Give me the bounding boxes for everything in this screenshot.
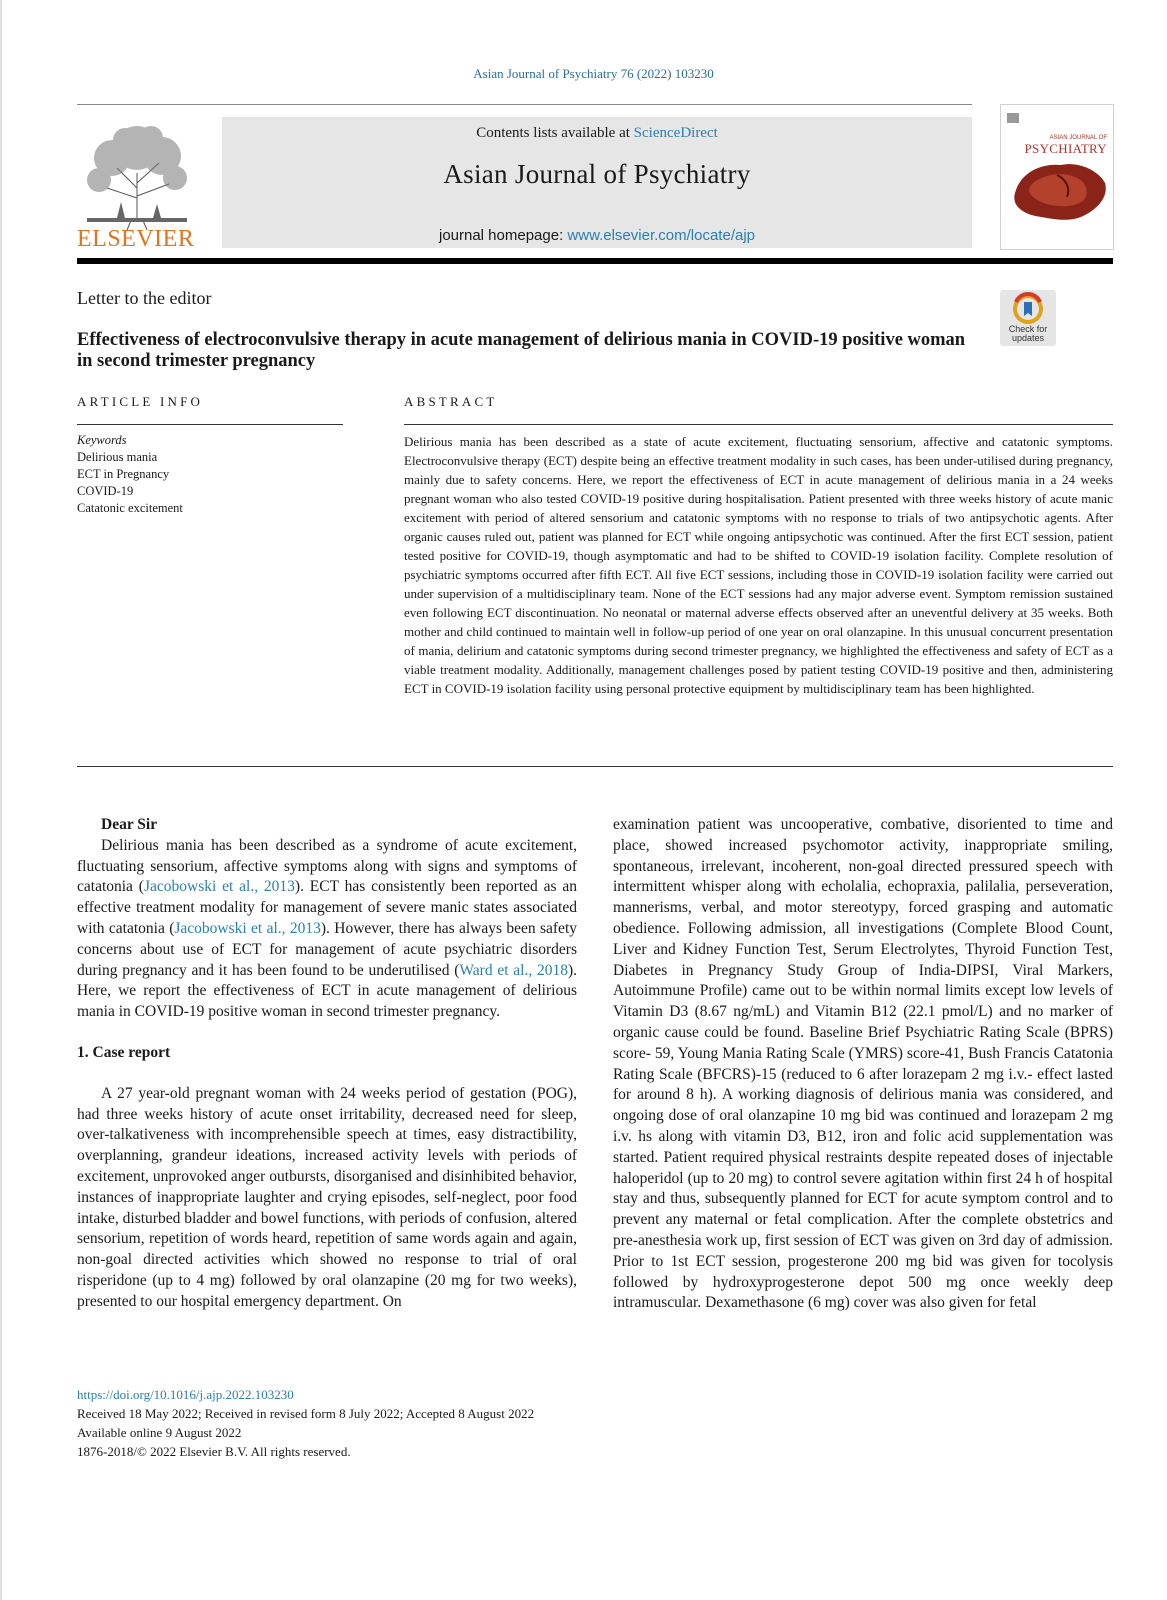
intro-paragraph — [77, 836, 577, 1023]
received-dates: Received 18 May 2022; Received in revised form 8 July 2022; Accepted 8 August 2022 — [77, 1406, 535, 1421]
intro-text: ). Here, we report the effectiveness of ECT in acute management of delirious mania in COVID-19 positive woman in second trimester pregnancy. — [77, 961, 577, 1021]
cover-art — [1001, 105, 1113, 249]
intro-text: Delirious mania has been described as a syndrome of acute excitement, fluctuating sensorium, affective symptoms along with signs and symptoms of catatonia ( — [77, 836, 577, 896]
article-title: Effectiveness of electroconvulsive therapy in acute management of delirious mania in COVID-19 positive woman in second trimester pregnancy — [77, 330, 966, 371]
section-title: 1. Case report — [77, 1043, 171, 1061]
sciencedirect-link[interactable]: ScienceDirect — [633, 125, 718, 141]
header-thick-rule — [77, 258, 1113, 264]
copyright: 1876-2018/© 2022 Elsevier B.V. All rights reserved. — [77, 1444, 351, 1459]
page-edge — [0, 0, 2, 1600]
citation-link[interactable]: Ward et al., 2018 — [459, 961, 568, 979]
elsevier-wordmark: ELSEVIER — [77, 226, 195, 252]
keywords-block — [77, 432, 337, 517]
intro-text: ). ECT has consistently been reported as an effective treatment modality for management of severe manic states associated with catatonia ( — [77, 878, 577, 937]
check-updates-icon — [1000, 292, 1056, 328]
body-right-column — [613, 815, 1113, 1314]
intro-text: ). However, there has always been safety concerns about use of ECT for management of acute psychiatric disorders during pregnancy and it has been found to be underutilised ( — [77, 919, 577, 979]
keyword-item: Catatonic excitement — [77, 501, 183, 515]
contents-prefix: Contents lists available at — [476, 125, 630, 141]
abstract-rule — [404, 424, 1113, 425]
case-paragraph-continued: examination patient was uncooperative, combative, disoriented to time and place, showed increased psychomotor activity, inappropriate smiling, spontaneous, irrelevant, incoherent, non-goal directed pressured speech with intermittent whisper along with echolalia, echopraxia, palilalia, perseveration, mannerisms, verbal, and motor stereotypy, forced grasping and automatic obedience. Following admission, all investigations (Complete Blood Count, Liver and Kidney Function Test, Serum Electrolytes, Thyroid Function Test, Diabetes in Pregnancy Study Group of India-DIPSI, Viral Markers, Autoimmune Profile) came out to be within normal limits except low levels of Vitamin D3 (8.67 ng/mL) and Vitamin B12 (22.1 pmol/L) and no marker of organic cause could be found. Baseline Brief Psychiatric Rating Scale (BPRS) score- 59, Young Mania Rating Scale (YMRS) score-41, Bush Francis Catatonia Rating Scale (BFCRS)-15 (reduced to 6 after lorazepam 2 mg i.v.- effect lasted for around 8 h). A working diagnosis of delirious mania was considered, and ongoing dose of oral olanzapine 10 mg bid was continued and lorazepam 2 mg i.v. hs along with vitamin D3, B12, iron and folic acid supplementation was started. Patient required physical restraints despite repeated doses of injectable haloperidol (up to 20 mg) to control severe agitation within first 24 h of hospital stay and thus, subsequently planned for ECT for acute symptom control and to prevent any maternal or fetal complication. After the complete obstetrics and pre-anesthesia work up, first session of ECT was given on 3rd day of admission. Prior to 1st ECT session, progesterone 200 mg bid was given for tocolysis followed by hydroxyprogesterone depot 500 mg once weekly deep intramuscular. Dexamethasone (6 mg) cover was also given for fetal — [613, 816, 1113, 1312]
keyword-item: ECT in Pregnancy — [77, 467, 170, 481]
keyword-item: Delirious mania — [77, 450, 158, 464]
article-type: Letter to the editor — [77, 288, 212, 308]
check-updates-label: Check for updates — [1008, 324, 1048, 343]
body-left-column — [77, 815, 577, 1313]
keyword-item: COVID-19 — [77, 484, 134, 498]
citation-link[interactable]: Jacobowski et al., 2013 — [174, 919, 321, 937]
journal-cover[interactable] — [1000, 104, 1114, 250]
salutation: Dear Sir — [101, 816, 158, 833]
header-rule — [77, 104, 972, 105]
homepage-prefix: journal homepage: — [438, 227, 564, 244]
doi-link[interactable]: https://doi.org/10.1016/j.ajp.2022.103230 — [77, 1387, 294, 1402]
cover-title-small: ASIAN JOURNAL OF — [1049, 135, 1107, 141]
abstract-end-rule — [77, 766, 1113, 767]
abstract-heading: ABSTRACT — [404, 394, 498, 409]
citation-link[interactable]: Jacobowski et al., 2013 — [143, 878, 295, 896]
contents-line — [222, 125, 972, 142]
check-for-updates-badge[interactable] — [1000, 290, 1056, 346]
journal-citation[interactable]: Asian Journal of Psychiatry 76 (2022) 103230 — [473, 66, 714, 81]
keywords-label: Keywords — [77, 433, 127, 447]
journal-banner — [222, 117, 972, 248]
article-info-heading: ARTICLE INFO — [77, 394, 204, 409]
journal-name: Asian Journal of Psychiatry — [443, 159, 751, 189]
available-online: Available online 9 August 2022 — [77, 1425, 242, 1440]
abstract-text: Delirious mania has been described as a state of acute excitement, fluctuating sensorium, affective and catatonic symptoms. Electroconvulsive therapy (ECT) despite being an effective treatment modality in such cases, has been under-utilised during pregnancy, mainly due to safety concerns. Here, we report the effectiveness of ECT in acute management of delirious mania in a 24 weeks pregnant woman who also tested COVID-19 positive during hospitalisation. Patient presented with three weeks history of acute manic excitement with period of altered sensorium and catatonic symptoms with no response to trials of two antipsychotic agents. After organic causes ruled out, patient was planned for ECT while ongoing antipsychotic was continued. After the first ECT session, patient tested positive for COVID-19, though asymptomatic and had to be shifted to COVID-19 isolation facility. Complete resolution of psychiatric symptoms occurred after fifth ECT. All five ECT sessions, including those in COVID-19 isolation facility were carried out under supervision of a multidisciplinary team. None of the ECT sessions had any major adverse event. Symptom remission sustained even following ECT discontinuation. No neonatal or maternal adverse effects observed after an uneventful delivery at 35 weeks. Both mother and child continued to maintain well in follow-up period of one year on oral olanzapine. In this unusual concurrent presentation of mania, delirium and catatonic symptoms during second trimester pregnancy, we highlighted the effectiveness and safety of ECT as a viable treatment modality. Additionally, management challenges posed by patient testing COVID-19 positive and then, administering ECT in COVID-19 isolation facility using personal protective equipment by multidisciplinary team has been highlighted. — [404, 434, 1113, 696]
article-info-rule — [77, 424, 343, 425]
case-paragraph: A 27 year-old pregnant woman with 24 weeks period of gestation (POG), had three weeks history of acute onset irritability, decreased need for sleep, over-talkativeness with incomprehensible speech at times, easy distractibility, overplanning, grandeur ideations, increased activity levels with periods of excitement, unprovoked anger outbursts, disorganised and disinhibited behavior, instances of inappropriate laughter and crying episodes, self-neglect, poor food intake, disturbed bladder and bowel functions, with periods of confusion, altered sensorium, repetition of words heard, repetition of same words again and again, non-goal directed activities which showed no response to trial of oral risperidone (up to 4 mg) followed by oral olanzapine (20 mg for two weeks), presented to our hospital emergency department. On — [77, 1084, 577, 1310]
homepage-link[interactable]: www.elsevier.com/locate/ajp — [567, 227, 756, 244]
homepage-line — [222, 227, 972, 244]
cover-title-big: PSYCHIATRY — [1024, 141, 1107, 156]
article-footer — [77, 1385, 534, 1461]
